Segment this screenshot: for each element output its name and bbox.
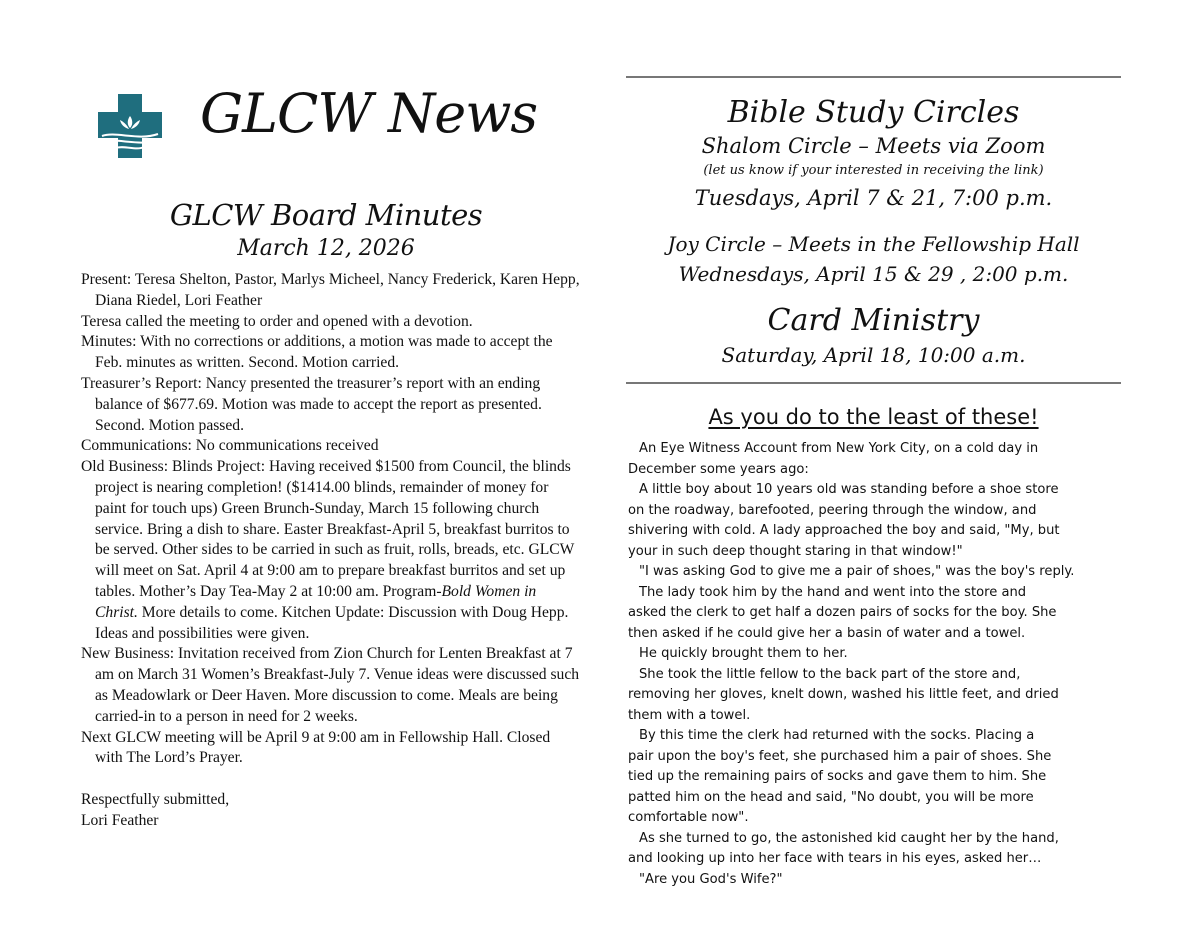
story-line: pair upon the boy's feet, she purchased him a pair of shoes. She: [628, 748, 1052, 764]
story-line: removing her gloves, knelt down, washed his little feet, and dried: [628, 687, 1059, 702]
story-line: She took the little fellow to the back part of the store and,: [639, 666, 1021, 682]
program-title: Bold Women in Christ.: [95, 582, 537, 621]
closing-line: Respectfully submitted,: [81, 791, 230, 809]
old-business-text-end: More details to come. Kitchen Update: Discussion with Doug Hepp. Ideas and possibilities were given.: [95, 603, 569, 642]
story-line: them with a towel.: [628, 707, 751, 723]
top-divider: [626, 76, 1121, 78]
masthead-title: GLCW News: [200, 82, 538, 145]
joy-circle-dates: Wednesdays, April 15 & 29 , 2:00 p.m.: [678, 262, 1069, 286]
shalom-circle-title: Shalom Circle – Meets via Zoom: [701, 134, 1046, 158]
story-line: then asked if he could give her a basin of water and a towel.: [628, 625, 1026, 641]
board-minutes-date: March 12, 2026: [237, 236, 415, 261]
story-line: shivering with cold. A lady approached the boy and said, "My, but: [628, 523, 1060, 538]
minutes-next-meeting: Next GLCW meeting will be April 9 at 9:00 am in Fellowship Hall. Closed with The Lord’s Prayer.: [81, 728, 551, 767]
joy-circle-title: Joy Circle – Meets in the Fellowship Hall: [667, 232, 1080, 256]
story-line: He quickly brought them to her.: [639, 646, 848, 661]
signature: Lori Feather: [81, 811, 159, 829]
middle-divider: [626, 382, 1121, 384]
story-line: "I was asking God to give me a pair of shoes," was the boy's reply.: [639, 564, 1075, 579]
minutes-communications: Communications: No communications received: [81, 437, 379, 455]
minutes-old-business: [81, 457, 581, 644]
story-title: As you do to the least of these!: [708, 405, 1039, 429]
minutes-opening: Teresa called the meeting to order and opened with a devotion.: [81, 312, 473, 330]
story-line: tied up the remaining pairs of socks and gave them to him. She: [628, 769, 1047, 784]
story-line: December some years ago:: [628, 461, 809, 477]
card-ministry-date: Saturday, April 18, 10:00 a.m.: [721, 343, 1026, 367]
minutes-approval: Minutes: With no corrections or additions, a motion was made to accept the Feb. minutes as written. Second. Motion carried.: [81, 333, 553, 372]
story-line: By this time the clerk had returned with the socks. Placing a: [639, 728, 1035, 743]
story-line: your in such deep thought staring in that window!": [628, 543, 963, 559]
minutes-present: Present: Teresa Shelton, Pastor, Marlys Micheel, Nancy Frederick, Karen Hepp, Diana Riedel, Lori Feather: [81, 271, 580, 309]
story-line: asked the clerk to get half a dozen pairs of socks for the boy. She: [628, 605, 1057, 620]
story-line: A little boy about 10 years old was standing before a shoe store: [639, 482, 1059, 497]
story-line: "Are you God's Wife?": [639, 871, 783, 887]
minutes-treasurer: Treasurer’s Report: Nancy presented the treasurer’s report with an ending balance of $677.69. Motion was made to accept the report as presented. Second. Motion passed.: [81, 374, 542, 434]
story-line: patted him on the head and said, "No doubt, you will be more: [628, 789, 1034, 805]
shalom-circle-note: (let us know if your interested in receiving the link): [703, 163, 1044, 178]
story-line: comfortable now".: [628, 810, 749, 825]
story-line: An Eye Witness Account from New York City, on a cold day in: [639, 441, 1039, 456]
story-line: As she turned to go, the astonished kid caught her by the hand,: [639, 830, 1059, 846]
bible-study-title: Bible Study Circles: [727, 95, 1020, 130]
story-line: and looking up into her face with tears in his eyes, asked her…: [628, 851, 1042, 866]
story-body: [628, 439, 1120, 890]
cross-logo-icon: [98, 94, 162, 158]
old-business-text: Old Business: Blinds Project: Having received $1500 from Council, the blinds project is nearing completion! ($1414.00 blinds, remainder of money for paint for touch ups) Green Brunch-Sunday, March 15 following church service. Bring a dish to share. Easter Breakfast-April 5, breakfast burritos to be served. Other sides to be carried in such as fruit, rolls, breads, etc. GLCW will meet on Sat. April 4 at 9:00 am to prepare breakfast burritos and set up tables. Mother’s Day Tea-May 2 at 10:00 am. Program-: [81, 458, 575, 600]
card-ministry-title: Card Ministry: [767, 303, 980, 338]
story-line: on the roadway, barefooted, peering through the window, and: [628, 502, 1037, 518]
minutes-body: [81, 270, 581, 832]
board-minutes-title: GLCW Board Minutes: [169, 198, 483, 232]
shalom-circle-dates: Tuesdays, April 7 & 21, 7:00 p.m.: [694, 186, 1053, 210]
minutes-new-business: New Business: Invitation received from Zion Church for Lenten Breakfast at 7 am on March 31 Women’s Breakfast-July 7. Venue ideas were discussed such as Meadowlark or Deer Haven. More discussion to come. Meals are being carried-in to a person in need for 2 weeks.: [81, 645, 580, 725]
story-line: The lady took him by the hand and went into the store and: [639, 584, 1027, 600]
